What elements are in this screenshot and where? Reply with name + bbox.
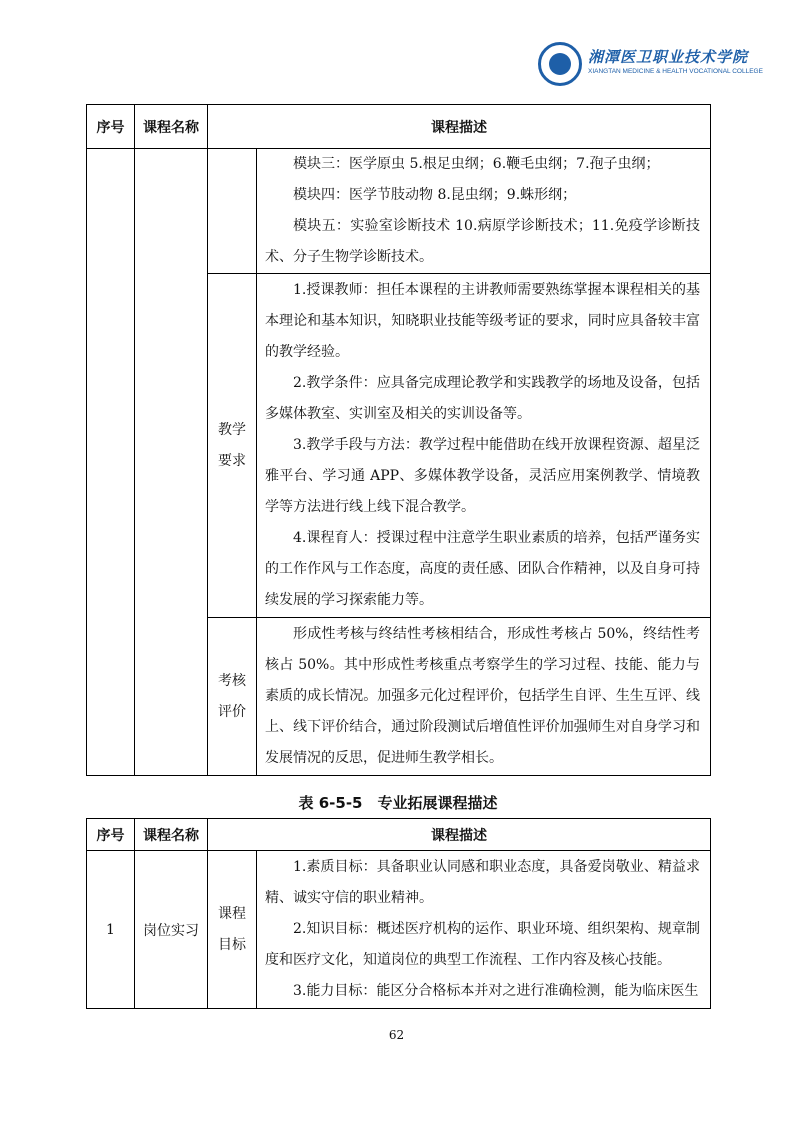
module-line: 模块五：实验室诊断技术 10.病原学诊断技术；11.免疫学诊断技术、分子生物学诊断技术。: [265, 218, 700, 265]
teaching-requirements-label: [208, 274, 257, 618]
assessment-cell: [257, 618, 711, 776]
module-line: 模块三：医学原虫 5.根足虫纲；6.鞭毛虫纲；7.孢子虫纲；: [293, 156, 660, 172]
course-goals-label: [208, 851, 257, 1009]
assessment-label: [208, 618, 257, 776]
goal-item: 1.素质目标：具备职业认同感和职业态度，具备爱岗敬业、精益求精、诚实守信的职业精神。: [265, 859, 700, 906]
college-emblem-icon: [538, 42, 582, 86]
college-logo: [538, 40, 763, 100]
teaching-item: 2.教学条件：应具备完成理论教学和实践教学的场地及设备，包括多媒体教室、实训室及相关的实训设备等。: [265, 375, 700, 422]
header-no: 序号: [87, 819, 135, 851]
assessment-text: 形成性考核与终结性考核相结合，形成性考核占 50%，终结性考核占 50%。其中形成性考核重点考察学生的学习过程、技能、能力与素质的成长情况。加强多元化过程评价，包括学生自评、生生互评、线上、线下评价结合，通过阶段测试后增值性评价加强师生对自身学习和发展情况的反思，促进师生教学相长。: [265, 626, 700, 766]
module-line: 模块四：医学节肢动物 8.昆虫纲；9.蛛形纲；: [293, 187, 577, 203]
header-course-name: 课程名称: [135, 105, 208, 149]
page-number: 62: [388, 1028, 405, 1042]
table-row: [87, 149, 711, 274]
table-row: [87, 851, 711, 1009]
course-description-table-continued: [86, 104, 711, 776]
course-goals-label-text: 课程 目标: [218, 905, 246, 953]
row-no: 1: [87, 851, 135, 1009]
table-header-row: [87, 105, 711, 149]
table-header-row: [87, 819, 711, 851]
teaching-item: 3.教学手段与方法：教学过程中能借助在线开放课程资源、超星泛雅平台、学习通 APP、多媒体教学设备，灵活应用案例教学、情境教学等方法进行线上线下混合教学。: [265, 437, 700, 515]
course-name: 岗位实习: [135, 851, 208, 1009]
course-goals-cell: [257, 851, 711, 1009]
cell-no-empty: [87, 149, 135, 776]
header-course-desc: 课程描述: [208, 105, 711, 149]
teaching-item: 4.课程育人：授课过程中注意学生职业素质的培养，包括严谨务实的工作作风与工作态度，高度的责任感、团队合作精神，以及自身可持续发展的学习探索能力等。: [265, 530, 700, 608]
goal-item: 2.知识目标：概述医疗机构的运作、职业环境、组织架构、规章制度和医疗文化，知道岗位的典型工作流程、工作内容及核心技能。: [265, 921, 700, 968]
goal-item: 3.能力目标：能区分合格标本并对之进行准确检测，能为临床医生: [293, 983, 699, 999]
content-modules-cell: [257, 149, 711, 274]
professional-extension-course-table: [86, 818, 711, 1009]
header-no: 序号: [87, 105, 135, 149]
teaching-item: 1.授课教师：担任本课程的主讲教师需要熟练掌握本课程相关的基本理论和基本知识，知晓职业技能等级考证的要求，同时应具备较丰富的教学经验。: [265, 282, 700, 360]
assessment-label-text: 考核 评价: [218, 672, 246, 720]
teaching-label-text: 教学 要求: [218, 421, 246, 469]
college-name-en: XIANGTAN MEDICINE & HEALTH VOCATIONAL COLLEGE: [588, 68, 763, 75]
table-caption: 表 6-5-5 专业拓展课程描述: [298, 794, 498, 812]
cell-sub-empty: [208, 149, 257, 274]
header-course-name: 课程名称: [135, 819, 208, 851]
cell-name-empty: [135, 149, 208, 776]
header-course-desc: 课程描述: [208, 819, 711, 851]
college-name-cn: 湘潭医卫职业技术学院: [588, 48, 749, 66]
teaching-requirements-cell: [257, 274, 711, 618]
